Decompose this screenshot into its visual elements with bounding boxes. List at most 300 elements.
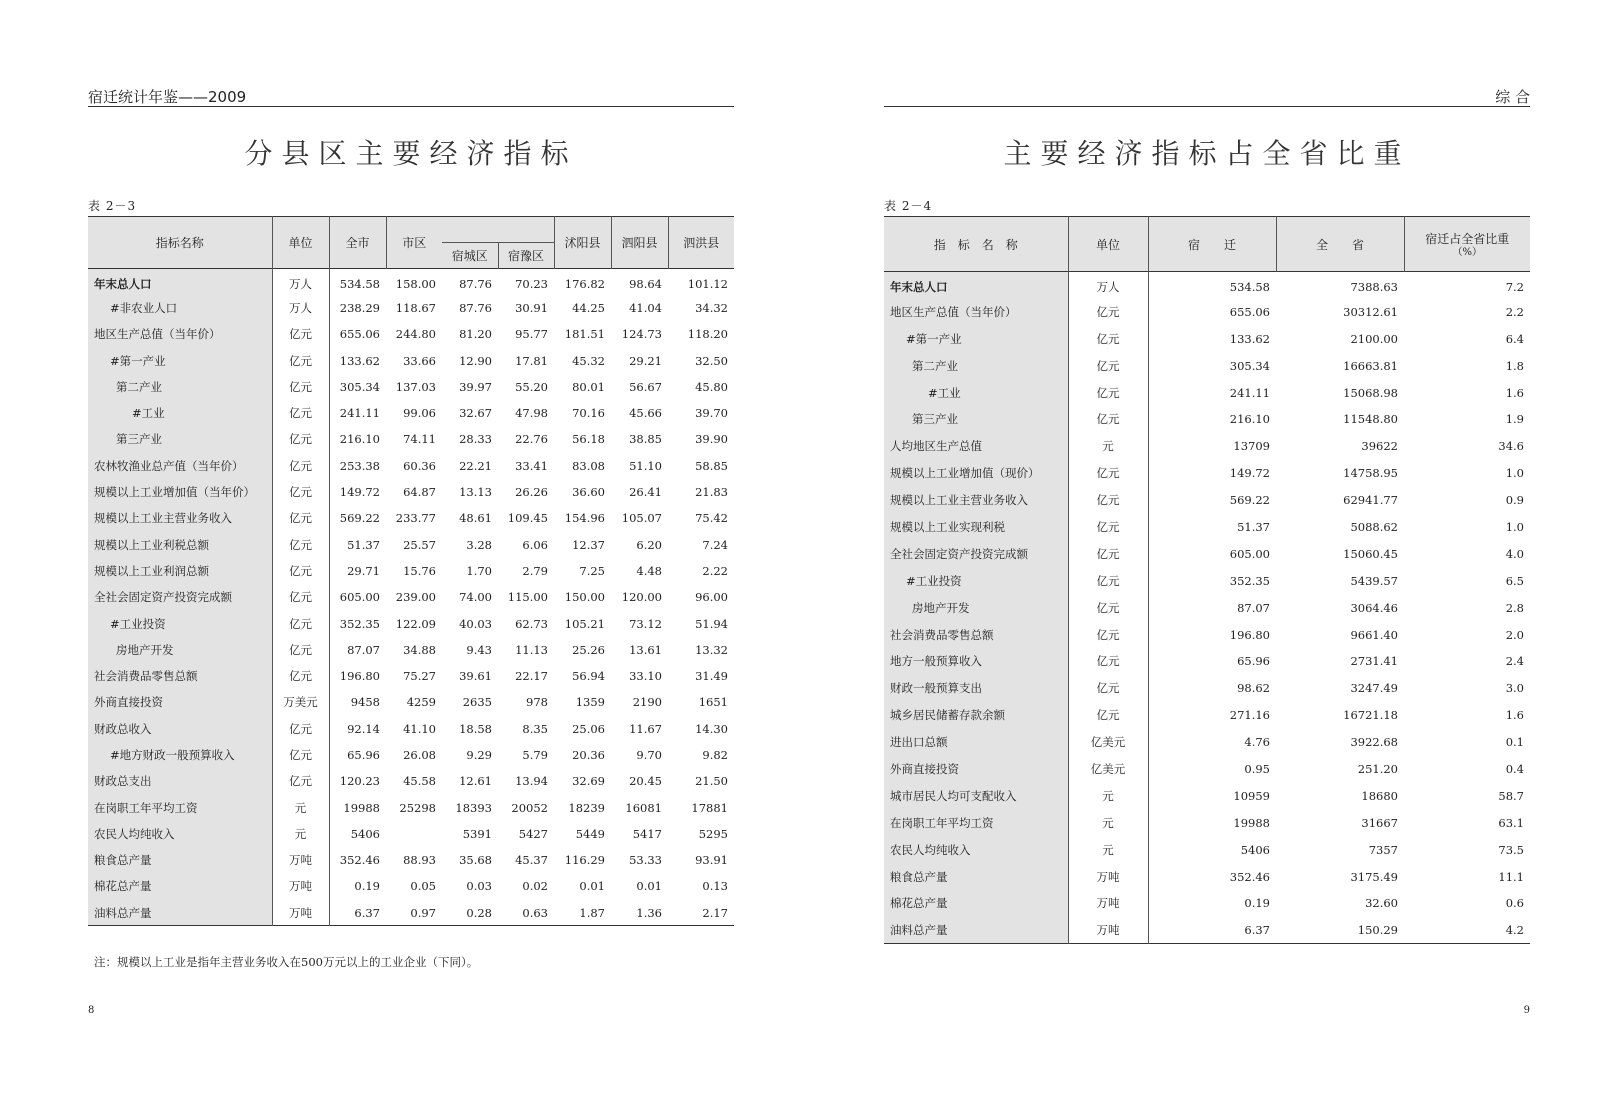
cell-value: 20052 — [511, 800, 548, 815]
cell-value: 6.06 — [522, 537, 548, 552]
cell-value: 305.34 — [1229, 358, 1270, 373]
row-label: 规模以上工业实现利税 — [884, 514, 1068, 541]
cell-value: 12.90 — [459, 353, 492, 368]
table-row — [88, 374, 734, 400]
cell-value: 36.60 — [572, 485, 605, 500]
cell-value: 32.60 — [1365, 896, 1398, 911]
cell-value: 216.10 — [1229, 412, 1270, 427]
col-header-siyang: 泗阳县 — [611, 217, 668, 269]
table-row — [88, 794, 734, 820]
cell-value: 22.17 — [515, 669, 548, 684]
cell-value: 21.50 — [695, 774, 728, 789]
cell-value: 4.2 — [1505, 923, 1524, 938]
row-label: #地方财政一般预算收入 — [88, 742, 272, 768]
row-label: 地区生产总值（当年价） — [884, 298, 1068, 325]
yearbook-title: 宿迁统计年鉴——2009 — [88, 88, 247, 106]
cell-value: 0.9 — [1505, 493, 1524, 508]
cell-value: 87.76 — [459, 276, 492, 291]
province-share-table — [884, 216, 1530, 944]
cell-value: 0.4 — [1505, 761, 1524, 776]
cell-value: 26.08 — [403, 747, 436, 762]
cell-value: 92.14 — [347, 721, 380, 736]
cell-value: 6.37 — [354, 905, 380, 920]
cell-value: 120.00 — [621, 590, 662, 605]
cell-value: 181.51 — [564, 327, 605, 342]
cell-value: 5439.57 — [1350, 573, 1398, 588]
cell-value: 6.37 — [1244, 923, 1270, 938]
cell-value: 105.07 — [621, 511, 662, 526]
row-unit: 亿元 — [272, 742, 329, 768]
row-label: 农林牧渔业总产值（当年价） — [88, 453, 272, 479]
col-header-sucheng: 宿城区 — [442, 243, 498, 269]
row-label: 社会消费品零售总额 — [884, 621, 1068, 648]
cell-value: 29.71 — [347, 563, 380, 578]
cell-value: 196.80 — [339, 669, 380, 684]
row-unit: 亿元 — [272, 347, 329, 373]
cell-value: 233.77 — [395, 511, 436, 526]
table-row — [884, 487, 1530, 514]
cell-value: 32.67 — [459, 406, 492, 421]
row-label: 城乡居民储蓄存款余额 — [884, 702, 1068, 729]
cell-value: 45.32 — [572, 353, 605, 368]
row-label: 规模以上工业主营业务收入 — [88, 505, 272, 531]
row-label: 第三产业 — [88, 426, 272, 452]
cell-value: 1359 — [575, 695, 605, 710]
cell-value: 9.70 — [636, 747, 662, 762]
row-label: 外商直接投资 — [88, 689, 272, 715]
cell-value: 0.03 — [466, 879, 492, 894]
col-header-urban-group — [442, 217, 554, 243]
cell-value: 64.87 — [403, 485, 436, 500]
row-unit: 万吨 — [272, 873, 329, 899]
page-title: 主要经济指标占全省比重 — [1003, 137, 1411, 170]
row-label: #工业投资 — [884, 567, 1068, 594]
cell-value: 120.23 — [339, 774, 380, 789]
table-row — [884, 756, 1530, 783]
cell-value: 1651 — [698, 695, 728, 710]
cell-value: 655.06 — [1229, 304, 1270, 319]
cell-value: 39.90 — [695, 432, 728, 447]
cell-value: 5449 — [575, 826, 605, 841]
cell-value: 5427 — [518, 826, 548, 841]
right-page — [884, 0, 1530, 1099]
cell-value: 1.6 — [1505, 708, 1524, 723]
cell-value: 34.88 — [403, 642, 436, 657]
cell-value: 51.10 — [629, 458, 662, 473]
row-label: #工业 — [88, 400, 272, 426]
row-unit: 亿元 — [1068, 567, 1148, 594]
row-label: 全社会固定资产投资完成额 — [884, 540, 1068, 567]
cell-value: 51.37 — [1237, 519, 1270, 534]
table-row — [88, 768, 734, 794]
table-row — [88, 295, 734, 321]
cell-value: 9.82 — [702, 747, 728, 762]
cell-value: 74.00 — [459, 590, 492, 605]
cell-value: 22.76 — [515, 432, 548, 447]
cell-value: 28.33 — [459, 432, 492, 447]
row-unit: 亿美元 — [1068, 729, 1148, 756]
cell-value: 5295 — [698, 826, 728, 841]
cell-value: 534.58 — [1229, 280, 1270, 295]
cell-value: 18393 — [455, 800, 492, 815]
row-label: 第二产业 — [88, 374, 272, 400]
cell-value: 39622 — [1361, 439, 1398, 454]
table-row — [88, 689, 734, 715]
table-row — [884, 379, 1530, 406]
row-label: 农民人均纯收入 — [88, 821, 272, 847]
row-unit: 亿元 — [1068, 352, 1148, 379]
cell-value: 16663.81 — [1343, 358, 1398, 373]
cell-value: 5391 — [462, 826, 492, 841]
col-header-unit: 单位 — [1068, 217, 1148, 272]
cell-value: 216.10 — [339, 432, 380, 447]
cell-value: 98.62 — [1237, 681, 1270, 696]
table-row — [88, 426, 734, 452]
cell-value: 352.46 — [1229, 869, 1270, 884]
cell-value: 1.0 — [1505, 519, 1524, 534]
row-label: #第一产业 — [88, 347, 272, 373]
row-unit: 亿元 — [1068, 702, 1148, 729]
cell-value: 25298 — [399, 800, 436, 815]
cell-value: 53.33 — [629, 853, 662, 868]
row-label: 农民人均纯收入 — [884, 836, 1068, 863]
cell-value: 251.20 — [1357, 761, 1398, 776]
cell-value: 31667 — [1361, 815, 1398, 830]
row-unit: 亿美元 — [1068, 756, 1148, 783]
cell-value: 48.61 — [459, 511, 492, 526]
row-unit: 万吨 — [272, 847, 329, 873]
cell-value: 150.00 — [564, 590, 605, 605]
row-label: 在岗职工年平均工资 — [88, 794, 272, 820]
row-label: 财政总支出 — [88, 768, 272, 794]
cell-value: 73.12 — [629, 616, 662, 631]
cell-value: 41.10 — [403, 721, 436, 736]
col-header-shuyang: 沭阳县 — [554, 217, 611, 269]
cell-value: 12.61 — [459, 774, 492, 789]
page-title: 分县区主要经济指标 — [244, 137, 578, 170]
cell-value: 11.13 — [515, 642, 548, 657]
cell-value: 239.00 — [395, 590, 436, 605]
row-label: 规模以上工业增加值（当年价） — [88, 479, 272, 505]
cell-value: 14758.95 — [1343, 466, 1398, 481]
cell-value: 109.45 — [507, 511, 548, 526]
table-row — [88, 269, 734, 295]
cell-value: 1.70 — [466, 563, 492, 578]
cell-value: 5088.62 — [1350, 519, 1398, 534]
cell-value: 4.48 — [636, 563, 662, 578]
cell-value: 1.0 — [1505, 466, 1524, 481]
cell-value: 13709 — [1233, 439, 1270, 454]
cell-value: 9.29 — [466, 747, 492, 762]
table-row — [884, 325, 1530, 352]
cell-value: 62941.77 — [1343, 493, 1398, 508]
page-number: 9 — [1523, 1005, 1530, 1016]
table-row — [884, 540, 1530, 567]
cell-value: 137.03 — [395, 379, 436, 394]
cell-value: 33.66 — [403, 353, 436, 368]
cell-value: 41.04 — [629, 300, 662, 315]
row-unit: 元 — [1068, 433, 1148, 460]
cell-value: 2.2 — [1505, 304, 1524, 319]
row-label: 粮食总产量 — [88, 847, 272, 873]
row-unit: 亿元 — [1068, 514, 1148, 541]
row-unit: 万吨 — [1068, 863, 1148, 890]
share-label: 宿迁占全省比重 — [1425, 232, 1510, 246]
table-row — [88, 637, 734, 663]
row-unit: 元 — [1068, 809, 1148, 836]
col-header-urban: 市区 — [386, 217, 442, 269]
running-header — [88, 84, 734, 107]
cell-value: 0.1 — [1505, 735, 1524, 750]
section-title: 综 合 — [1495, 88, 1530, 106]
cell-value: 7388.63 — [1350, 280, 1398, 295]
col-header-name: 指 标 名 称 — [884, 217, 1068, 272]
cell-value: 13.13 — [459, 485, 492, 500]
cell-value: 3247.49 — [1350, 681, 1398, 696]
cell-value: 60.36 — [403, 458, 436, 473]
row-unit: 亿元 — [1068, 540, 1148, 567]
table-number: 表 2－4 — [884, 199, 933, 213]
cell-value: 13.32 — [695, 642, 728, 657]
table-row — [884, 702, 1530, 729]
table-row — [88, 900, 734, 926]
row-unit: 亿元 — [1068, 675, 1148, 702]
cell-value: 15.76 — [403, 563, 436, 578]
row-unit: 万吨 — [272, 900, 329, 926]
cell-value: 75.27 — [403, 669, 436, 684]
cell-value: 17881 — [691, 800, 728, 815]
cell-value: 20.36 — [572, 747, 605, 762]
row-unit: 亿元 — [272, 531, 329, 557]
row-label: 第三产业 — [884, 406, 1068, 433]
row-label: #第一产业 — [884, 325, 1068, 352]
share-unit: （%） — [1452, 247, 1482, 258]
row-unit: 亿元 — [272, 584, 329, 610]
cell-value: 11.67 — [629, 721, 662, 736]
cell-value: 105.21 — [564, 616, 605, 631]
table-row — [884, 648, 1530, 675]
cell-value: 39.97 — [459, 379, 492, 394]
cell-value: 39.70 — [695, 406, 728, 421]
row-label: 棉花总产量 — [884, 890, 1068, 917]
row-label: 财政总收入 — [88, 716, 272, 742]
cell-value: 2.79 — [522, 563, 548, 578]
cell-value: 2100.00 — [1350, 331, 1398, 346]
table-row — [88, 610, 734, 636]
cell-value: 45.37 — [515, 853, 548, 868]
cell-value: 122.09 — [395, 616, 436, 631]
cell-value: 352.35 — [1229, 573, 1270, 588]
row-label: 年末总人口 — [88, 269, 272, 295]
cell-value: 13.61 — [629, 642, 662, 657]
table-row — [88, 453, 734, 479]
cell-value: 3922.68 — [1350, 735, 1398, 750]
cell-value: 29.21 — [629, 353, 662, 368]
cell-value: 56.18 — [572, 432, 605, 447]
table-row — [884, 352, 1530, 379]
row-label: #工业投资 — [88, 610, 272, 636]
cell-value: 87.07 — [1237, 600, 1270, 615]
row-unit: 亿元 — [272, 768, 329, 794]
col-header-suqian: 宿 迁 — [1148, 217, 1276, 272]
row-label: 规模以上工业增加值（现价） — [884, 460, 1068, 487]
cell-value: 34.32 — [695, 300, 728, 315]
cell-value: 65.96 — [347, 747, 380, 762]
page-number: 8 — [88, 1005, 95, 1016]
cell-value: 0.01 — [636, 879, 662, 894]
table-row — [884, 272, 1530, 299]
cell-value: 133.62 — [1229, 331, 1270, 346]
cell-value: 18239 — [568, 800, 605, 815]
cell-value: 8.35 — [522, 721, 548, 736]
cell-value: 20.45 — [629, 774, 662, 789]
cell-value: 2.17 — [702, 905, 728, 920]
row-label: 外商直接投资 — [884, 756, 1068, 783]
row-label: 城市居民人均可支配收入 — [884, 782, 1068, 809]
row-unit: 元 — [272, 794, 329, 820]
cell-value: 25.57 — [403, 537, 436, 552]
cell-value: 95.77 — [515, 327, 548, 342]
table-row — [88, 505, 734, 531]
table-row — [884, 406, 1530, 433]
cell-value: 13.94 — [515, 774, 548, 789]
cell-value: 88.93 — [403, 853, 436, 868]
row-label: 油料总产量 — [88, 900, 272, 926]
county-indicators-table — [88, 216, 734, 926]
col-header-city: 全市 — [329, 217, 386, 269]
row-label: 规模以上工业主营业务收入 — [884, 487, 1068, 514]
row-label: 规模以上工业利税总额 — [88, 531, 272, 557]
cell-value: 25.26 — [572, 642, 605, 657]
cell-value: 4259 — [406, 695, 436, 710]
table-row — [88, 716, 734, 742]
cell-value: 133.62 — [339, 353, 380, 368]
cell-value: 16081 — [625, 800, 662, 815]
cell-value: 35.68 — [459, 853, 492, 868]
row-unit: 亿元 — [1068, 406, 1148, 433]
table-row — [884, 890, 1530, 917]
cell-value: 0.13 — [702, 879, 728, 894]
row-unit: 元 — [272, 821, 329, 847]
cell-value: 1.36 — [636, 905, 662, 920]
running-header — [884, 84, 1530, 107]
cell-value: 1.8 — [1505, 358, 1524, 373]
cell-value: 83.08 — [572, 458, 605, 473]
row-label: #非农业人口 — [88, 295, 272, 321]
row-label: 在岗职工年平均工资 — [884, 809, 1068, 836]
cell-value: 4.0 — [1505, 546, 1524, 561]
cell-value: 74.11 — [403, 432, 436, 447]
cell-value: 18.58 — [459, 721, 492, 736]
table-row — [884, 729, 1530, 756]
cell-value: 0.95 — [1244, 761, 1270, 776]
row-unit: 亿元 — [272, 479, 329, 505]
cell-value: 3175.49 — [1350, 869, 1398, 884]
cell-value: 2190 — [632, 695, 662, 710]
cell-value: 81.20 — [459, 327, 492, 342]
cell-value: 10959 — [1233, 788, 1270, 803]
cell-value: 1.87 — [579, 905, 605, 920]
cell-value: 75.42 — [695, 511, 728, 526]
cell-value: 101.12 — [687, 276, 728, 291]
cell-value: 9458 — [350, 695, 380, 710]
cell-value: 80.01 — [572, 379, 605, 394]
cell-value: 605.00 — [1229, 546, 1270, 561]
row-unit: 亿元 — [272, 374, 329, 400]
row-unit: 亿元 — [272, 453, 329, 479]
cell-value: 352.46 — [339, 853, 380, 868]
row-unit: 元 — [1068, 836, 1148, 863]
cell-value: 5406 — [1240, 842, 1270, 857]
cell-value: 70.16 — [572, 406, 605, 421]
col-header-share — [1404, 217, 1530, 272]
cell-value: 3064.46 — [1350, 600, 1398, 615]
table-row — [88, 742, 734, 768]
cell-value: 40.03 — [459, 616, 492, 631]
cell-value: 176.82 — [564, 276, 605, 291]
row-unit: 亿元 — [1068, 621, 1148, 648]
cell-value: 9.43 — [466, 642, 492, 657]
cell-value: 241.11 — [1229, 385, 1270, 400]
footnote: 注：规模以上工业是指年主营业务收入在500万元以上的工业企业（下同）。 — [94, 955, 479, 969]
row-label: 房地产开发 — [88, 637, 272, 663]
cell-value: 17.81 — [515, 353, 548, 368]
cell-value: 14.30 — [695, 721, 728, 736]
row-unit: 亿元 — [272, 321, 329, 347]
row-label: 财政一般预算支出 — [884, 675, 1068, 702]
row-unit: 万美元 — [272, 689, 329, 715]
cell-value: 9661.40 — [1350, 627, 1398, 642]
row-label: 地区生产总值（当年价） — [88, 321, 272, 347]
cell-value: 0.19 — [1244, 896, 1270, 911]
cell-value: 44.25 — [572, 300, 605, 315]
row-label: 社会消费品零售总额 — [88, 663, 272, 689]
cell-value: 26.26 — [515, 485, 548, 500]
cell-value: 63.1 — [1498, 815, 1524, 830]
cell-value: 115.00 — [507, 590, 548, 605]
cell-value: 93.91 — [695, 853, 728, 868]
cell-value: 116.29 — [564, 853, 605, 868]
cell-value: 241.11 — [339, 406, 380, 421]
row-unit: 元 — [1068, 782, 1148, 809]
left-page — [88, 0, 734, 1099]
cell-value: 196.80 — [1229, 627, 1270, 642]
row-unit: 亿元 — [272, 558, 329, 584]
cell-value: 65.96 — [1237, 654, 1270, 669]
cell-value: 19988 — [1233, 815, 1270, 830]
cell-value: 158.00 — [395, 276, 436, 291]
cell-value: 534.58 — [339, 276, 380, 291]
cell-value: 2731.41 — [1350, 654, 1398, 669]
row-label: 人均地区生产总值 — [884, 433, 1068, 460]
table-row — [88, 558, 734, 584]
table-number: 表 2－3 — [88, 199, 137, 213]
cell-value: 96.00 — [695, 590, 728, 605]
cell-value: 352.35 — [339, 616, 380, 631]
cell-value: 0.19 — [354, 879, 380, 894]
cell-value: 15068.98 — [1343, 385, 1398, 400]
row-unit: 亿元 — [1068, 648, 1148, 675]
table-row — [88, 663, 734, 689]
cell-value: 1.9 — [1505, 412, 1524, 427]
row-label: 第二产业 — [884, 352, 1068, 379]
cell-value: 87.76 — [459, 300, 492, 315]
row-label: 地方一般预算收入 — [884, 648, 1068, 675]
row-unit: 万吨 — [1068, 890, 1148, 917]
col-header-suyu: 宿豫区 — [498, 243, 554, 269]
row-unit: 亿元 — [1068, 379, 1148, 406]
cell-value: 605.00 — [339, 590, 380, 605]
